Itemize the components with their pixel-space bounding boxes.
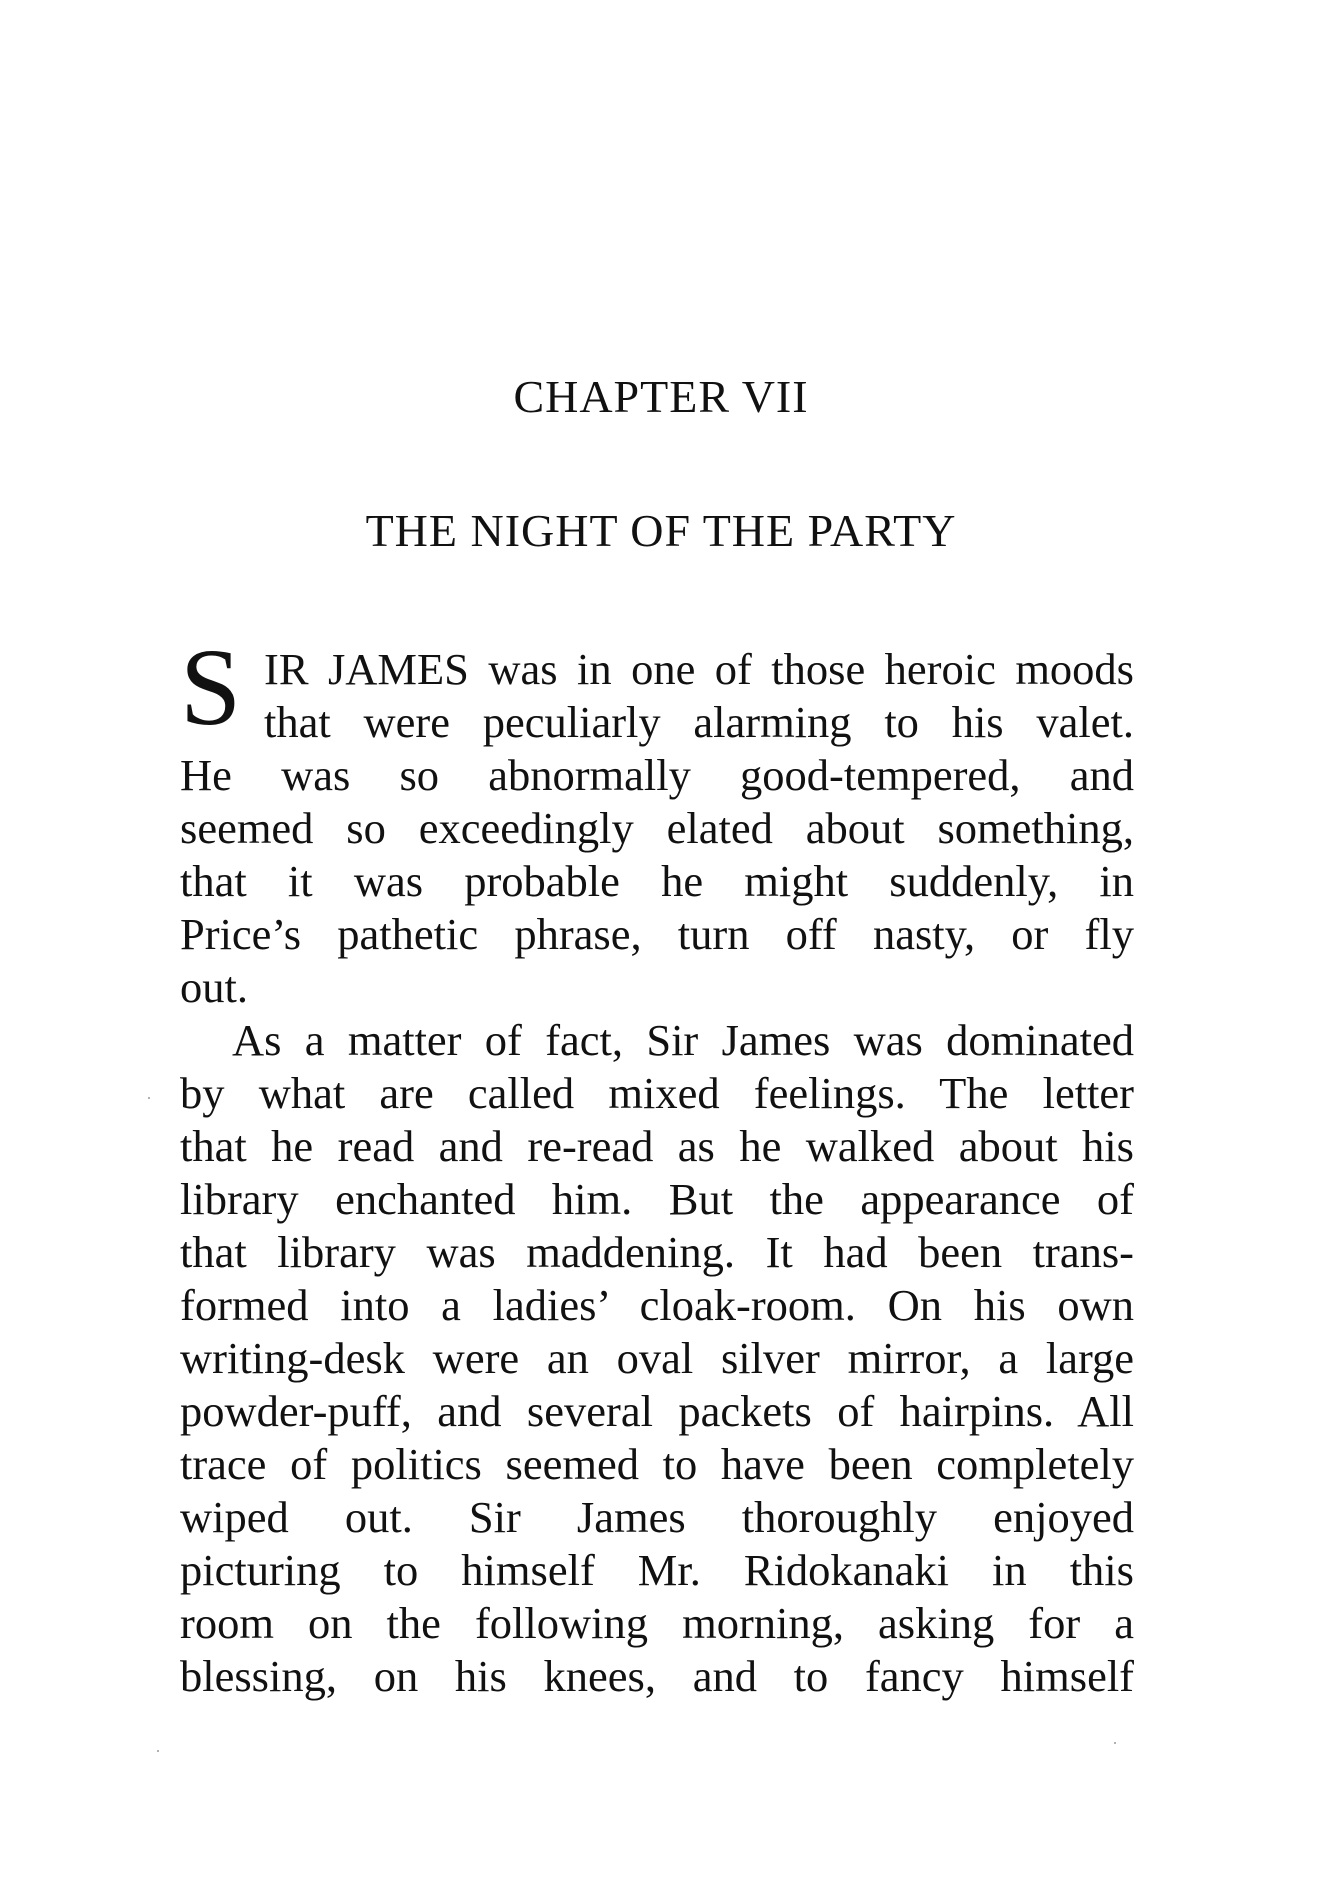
text-line: powder-puff, and several packets of hairpins. All [180,1386,1134,1436]
text-line: As a matter of fact, Sir James was dominated [232,1015,1134,1065]
text-line: that he read and re-read as he walked about his [180,1121,1134,1171]
text-line: wiped out. Sir James thoroughly enjoyed [180,1492,1134,1542]
text-line: picturing to himself Mr. Ridokanaki in this [180,1545,1134,1595]
text-line: blessing, on his knees, and to fancy himself [180,1651,1134,1701]
text-line: that were peculiarly alarming to his valet. [264,697,1134,747]
text-line: formed into a ladies’ cloak-room. On his own [180,1280,1134,1330]
chapter-number: CHAPTER VII [513,371,809,422]
body-text [180,643,1134,1703]
text-line: writing-desk were an oval silver mirror, a large [180,1333,1134,1383]
scan-speck [157,1750,159,1752]
text-line: that it was probable he might suddenly, in [180,856,1134,906]
scan-speck [1114,1742,1116,1744]
text-line: He was so abnormally good-tempered, and [180,750,1134,800]
text-line: trace of politics seemed to have been completely [180,1439,1134,1489]
text-line: out. [180,962,248,1012]
text-line: room on the following morning, asking for a [180,1598,1134,1648]
text-line: seemed so exceedingly elated about something, [180,803,1134,853]
text-line: by what are called mixed feelings. The letter [180,1068,1134,1118]
chapter-title: THE NIGHT OF THE PARTY [365,505,957,556]
text-line: IR JAMES was in one of those heroic moods [264,644,1134,694]
drop-cap: S [180,626,242,748]
text-line: library enchanted him. But the appearance of [180,1174,1134,1224]
scan-speck [148,1097,150,1099]
text-line: that library was maddening. It had been trans- [180,1227,1134,1277]
text-line: Price’s pathetic phrase, turn off nasty, or fly [180,909,1134,959]
